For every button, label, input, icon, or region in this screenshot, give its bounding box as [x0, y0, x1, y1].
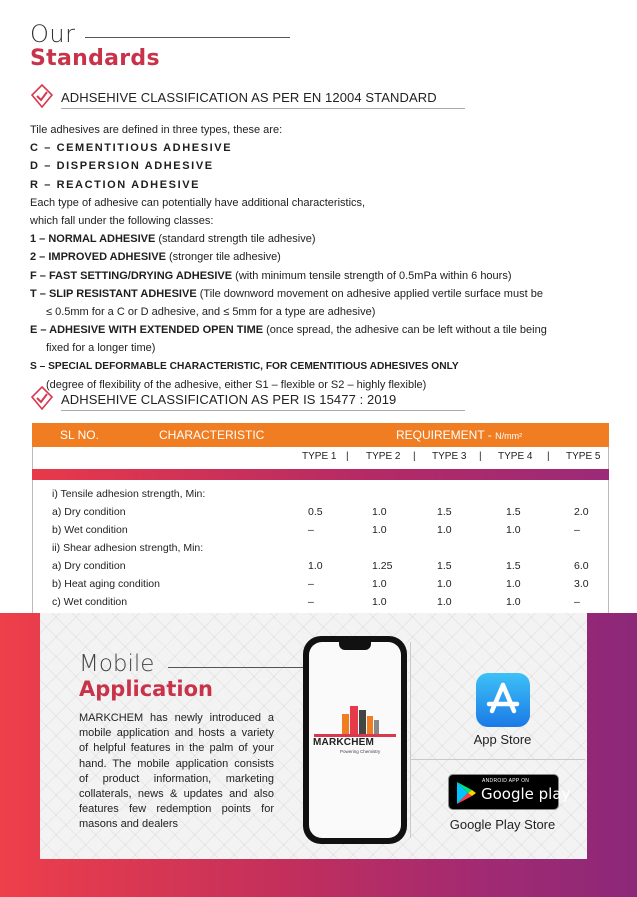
app-store-label[interactable]: App Store	[473, 732, 532, 747]
type-3: TYPE 3	[432, 451, 467, 462]
intro-text: Tile adhesives are defined in three types, these are:	[30, 124, 283, 136]
check-shield-icon	[30, 386, 54, 410]
table-row: a) Dry condition 0.5 1.0 1.5 1.5 2.0	[52, 506, 589, 518]
header-divider	[85, 37, 290, 38]
section-rule	[61, 108, 465, 109]
store-divider-vertical	[410, 642, 411, 838]
table-row: i) Tensile adhesion strength, Min:	[52, 488, 206, 500]
type-2: TYPE 2	[366, 451, 401, 462]
check-shield-icon	[30, 84, 54, 108]
mobile-description: MARKCHEM has newly introduced a mobile application and hosts a variety of helpful features in the palm of your hand. The mobile application consists of product information, marketing collaterals, news & updates and also features few redemption points for masons and dealers	[79, 712, 274, 831]
store-divider-horizontal	[410, 759, 585, 760]
col-slno: SL NO.	[60, 428, 99, 442]
app-store-icon[interactable]	[476, 673, 530, 727]
section-title-en12004: ADHSEHIVE CLASSIFICATION AS PER EN 12004 STANDARD	[61, 90, 437, 105]
type-c: C – CEMENTITIOUS ADHESIVE	[30, 142, 233, 155]
type-1: TYPE 1	[302, 451, 337, 462]
type-d: D – DISPERSION ADHESIVE	[30, 160, 214, 173]
type-4: TYPE 4	[498, 451, 533, 462]
class-1: 1 – NORMAL ADHESIVE (standard strength tile adhesive)	[30, 233, 316, 246]
type-sep: |	[547, 451, 550, 462]
class-t: T – SLIP RESISTANT ADHESIVE (Tile downword movement on adhesive applied vertile surface must be	[30, 287, 543, 300]
mobile-heading: Mobile	[79, 651, 155, 677]
type-5: TYPE 5	[566, 451, 601, 462]
phone-notch	[339, 642, 371, 650]
google-play-icon[interactable]	[455, 781, 477, 805]
table-gradient-bar	[32, 469, 609, 480]
table-row: a) Dry condition 1.0 1.25 1.5 1.5 6.0	[52, 560, 589, 572]
para-2: which fall under the following classes:	[30, 215, 214, 228]
table-header	[32, 423, 609, 447]
markchem-tagline: Powering Chemistry	[340, 749, 381, 754]
col-characteristic: CHARACTERISTIC	[159, 428, 265, 442]
class-e-cont: fixed for a longer time)	[46, 342, 156, 355]
col-requirement: REQUIREMENT - N/mm²	[396, 428, 523, 442]
google-play-caption: ANDROID APP ON	[482, 778, 530, 784]
class-2: 2 – IMPROVED ADHESIVE (stronger tile adhesive)	[30, 251, 281, 264]
para-1: Each type of adhesive can potentially have additional characteristics,	[30, 196, 366, 209]
class-s: S – SPECIAL DEFORMABLE CHARACTERISTIC, FOR CEMENTITIOUS ADHESIVES ONLY	[30, 360, 459, 372]
type-sep: |	[346, 451, 349, 462]
section-title-is15477: ADHSEHIVE CLASSIFICATION AS PER IS 15477 : 2019	[61, 392, 397, 407]
table-row: b) Wet condition – 1.0 1.0 1.0 –	[52, 524, 580, 536]
type-sep: |	[413, 451, 416, 462]
section-body	[30, 121, 610, 394]
section-rule	[61, 410, 465, 411]
class-f: F – FAST SETTING/DRYING ADHESIVE (with minimum tensile strength of 0.5mPa within 6 hours)	[30, 269, 512, 282]
table-row: ii) Shear adhesion strength, Min:	[52, 542, 204, 554]
type-r: R – REACTION ADHESIVE	[30, 178, 201, 191]
class-e: E – ADHESIVE WITH EXTENDED OPEN TIME (once spread, the adhesive can be left without a tile being	[30, 324, 547, 337]
type-sep: |	[479, 451, 482, 462]
google-play-text: Google play	[481, 785, 571, 803]
page-title: Standards	[30, 46, 160, 71]
markchem-logo-text: MARKCHEM	[313, 737, 375, 748]
table-row: c) Wet condition – 1.0 1.0 1.0 –	[52, 596, 580, 608]
class-s-cont: (degree of flexibility of the adhesive, either S1 – flexible or S2 – highly flexible)	[46, 378, 427, 391]
table-type-row	[32, 448, 609, 466]
table-row: b) Heat aging condition – 1.0 1.0 1.0 3.0	[52, 578, 589, 590]
class-t-cont: ≤ 0.5mm for a C or D adhesive, and ≤ 5mm for a type are adhesive)	[46, 306, 376, 319]
google-play-label[interactable]: Google Play Store	[449, 817, 556, 832]
header-our: Our	[30, 20, 76, 48]
mobile-heading-line	[168, 667, 304, 668]
application-heading: Application	[79, 677, 213, 701]
